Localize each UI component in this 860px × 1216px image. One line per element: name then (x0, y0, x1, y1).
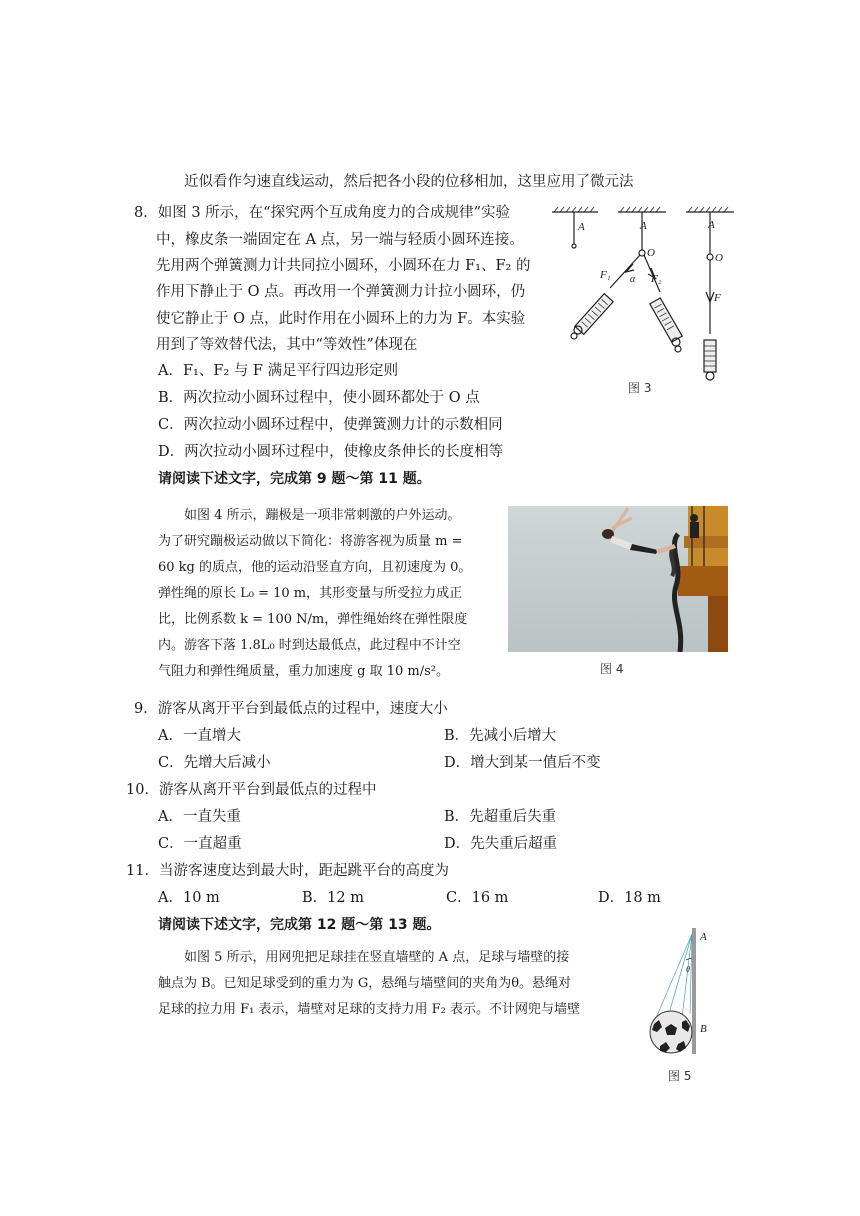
q8-line-5: 使它静止于 O 点，此时作用在小圆环上的力为 F。本实验 (156, 311, 526, 327)
fig3-label-f2: F₂ (651, 273, 662, 285)
q9-option-b: B．先减小后增大 (444, 728, 557, 744)
figure-3-caption: 图 3 (628, 381, 652, 395)
q8-option-a: A．F₁、F₂ 与 F 满足平行四边形定则 (158, 363, 399, 379)
figure-4-caption: 图 4 (600, 662, 624, 676)
fig3-label-f: F (714, 292, 721, 304)
figure-4-photo (508, 506, 728, 652)
q11-option-a: A．10 m (158, 890, 220, 906)
q10-option-a: A．一直失重 (158, 809, 241, 825)
fig3-label-f1: F₁ (600, 269, 611, 281)
q9-stem: 9．游客从离开平台到最低点的过程中，速度大小 (134, 701, 448, 717)
p4-line-4: 弹性绳的原长 L₀ = 10 m，其形变量与所受拉力成正 (158, 586, 463, 601)
q11-option-c: C．16 m (446, 890, 509, 906)
q8-option-c: C．两次拉动小圆环过程中，使弹簧测力计的示数相同 (158, 417, 503, 433)
q8-line-3: 先用两个弹簧测力计共同拉小圆环，小圆环在力 F₁、F₂ 的 (156, 258, 531, 274)
fig3-label-o2: O (647, 247, 655, 259)
p5-line-3: 足球的拉力用 F₁ 表示，墙壁对足球的支持力用 F₂ 表示。不计网兜与墙壁 (158, 1002, 580, 1017)
p4-line-7: 气阻力和弹性绳质量，重力加速度 g 取 10 m/s²。 (158, 664, 449, 679)
p4-line-2: 为了研究蹦极运动做以下简化：将游客视为质量 m = (158, 534, 463, 549)
fig3-label-a2: A (640, 220, 647, 232)
p5-line-2: 触点为 B。已知足球受到的重力为 G，悬绳与墙壁间的夹角为θ。悬绳对 (158, 976, 572, 991)
p4-line-1: 如图 4 所示，蹦极是一项非常刺激的户外运动。 (184, 508, 461, 523)
figure-5-diagram (646, 928, 716, 1060)
q8-line-6: 用到了等效替代法，其中“等效性”体现在 (156, 337, 418, 353)
q8-line-1: 8．如图 3 所示，在“探究两个互成角度力的合成规律”实验 (134, 205, 510, 221)
q8-line-2: 中，橡皮条一端固定在 A 点，另一端与轻质小圆环连接。 (156, 232, 524, 248)
fig3-label-a3: A (708, 219, 715, 231)
q10-option-d: D．先失重后超重 (444, 836, 558, 852)
q9-option-c: C．先增大后减小 (158, 755, 271, 771)
read-instruction-9-11: 请阅读下述文字，完成第 9 题～第 11 题。 (158, 471, 431, 487)
q9-option-d: D．增大到某一值后不变 (444, 755, 601, 771)
fig5-label-theta: θ (686, 965, 690, 974)
figure-5-caption: 图 5 (668, 1069, 692, 1083)
q11-option-d: D．18 m (598, 890, 661, 906)
fig3-label-o3: O (715, 252, 723, 264)
q9-option-a: A．一直增大 (158, 728, 241, 744)
q8-option-d: D．两次拉动小圆环过程中，使橡皮条伸长的长度相等 (158, 444, 504, 460)
continuation-line: 近似看作匀速直线运动，然后把各小段的位移相加，这里应用了微元法 (184, 174, 634, 190)
fig5-label-b: B (700, 1023, 707, 1035)
q10-option-b: B．先超重后失重 (444, 809, 557, 825)
p4-line-6: 内。游客下落 1.8L₀ 时到达最低点，此过程中不计空 (158, 638, 461, 653)
read-instruction-12-13: 请阅读下述文字，完成第 12 题～第 13 题。 (158, 917, 441, 933)
q8-line-4: 作用下静止于 O 点。再改用一个弹簧测力计拉小圆环，仍 (156, 284, 526, 300)
fig3-label-alpha: α (630, 274, 636, 285)
q10-option-c: C．一直超重 (158, 836, 242, 852)
p4-line-5: 比，比例系数 k = 100 N/m，弹性绳始终在弹性限度 (158, 612, 468, 627)
figure-3-diagram (548, 206, 748, 386)
p4-line-3: 60 kg 的质点，他的运动沿竖直方向，且初速度为 0。 (158, 560, 472, 575)
fig5-label-a: A (700, 931, 707, 943)
q10-stem: 10．游客从离开平台到最低点的过程中 (126, 782, 377, 798)
q11-option-b: B．12 m (302, 890, 364, 906)
p5-line-1: 如图 5 所示，用网兜把足球挂在竖直墙壁的 A 点，足球与墙壁的接 (184, 950, 570, 965)
fig3-label-a1: A (578, 221, 585, 233)
q11-stem: 11．当游客速度达到最大时，距起跳平台的高度为 (126, 863, 449, 879)
q8-option-b: B．两次拉动小圆环过程中，使小圆环都处于 O 点 (158, 390, 480, 406)
